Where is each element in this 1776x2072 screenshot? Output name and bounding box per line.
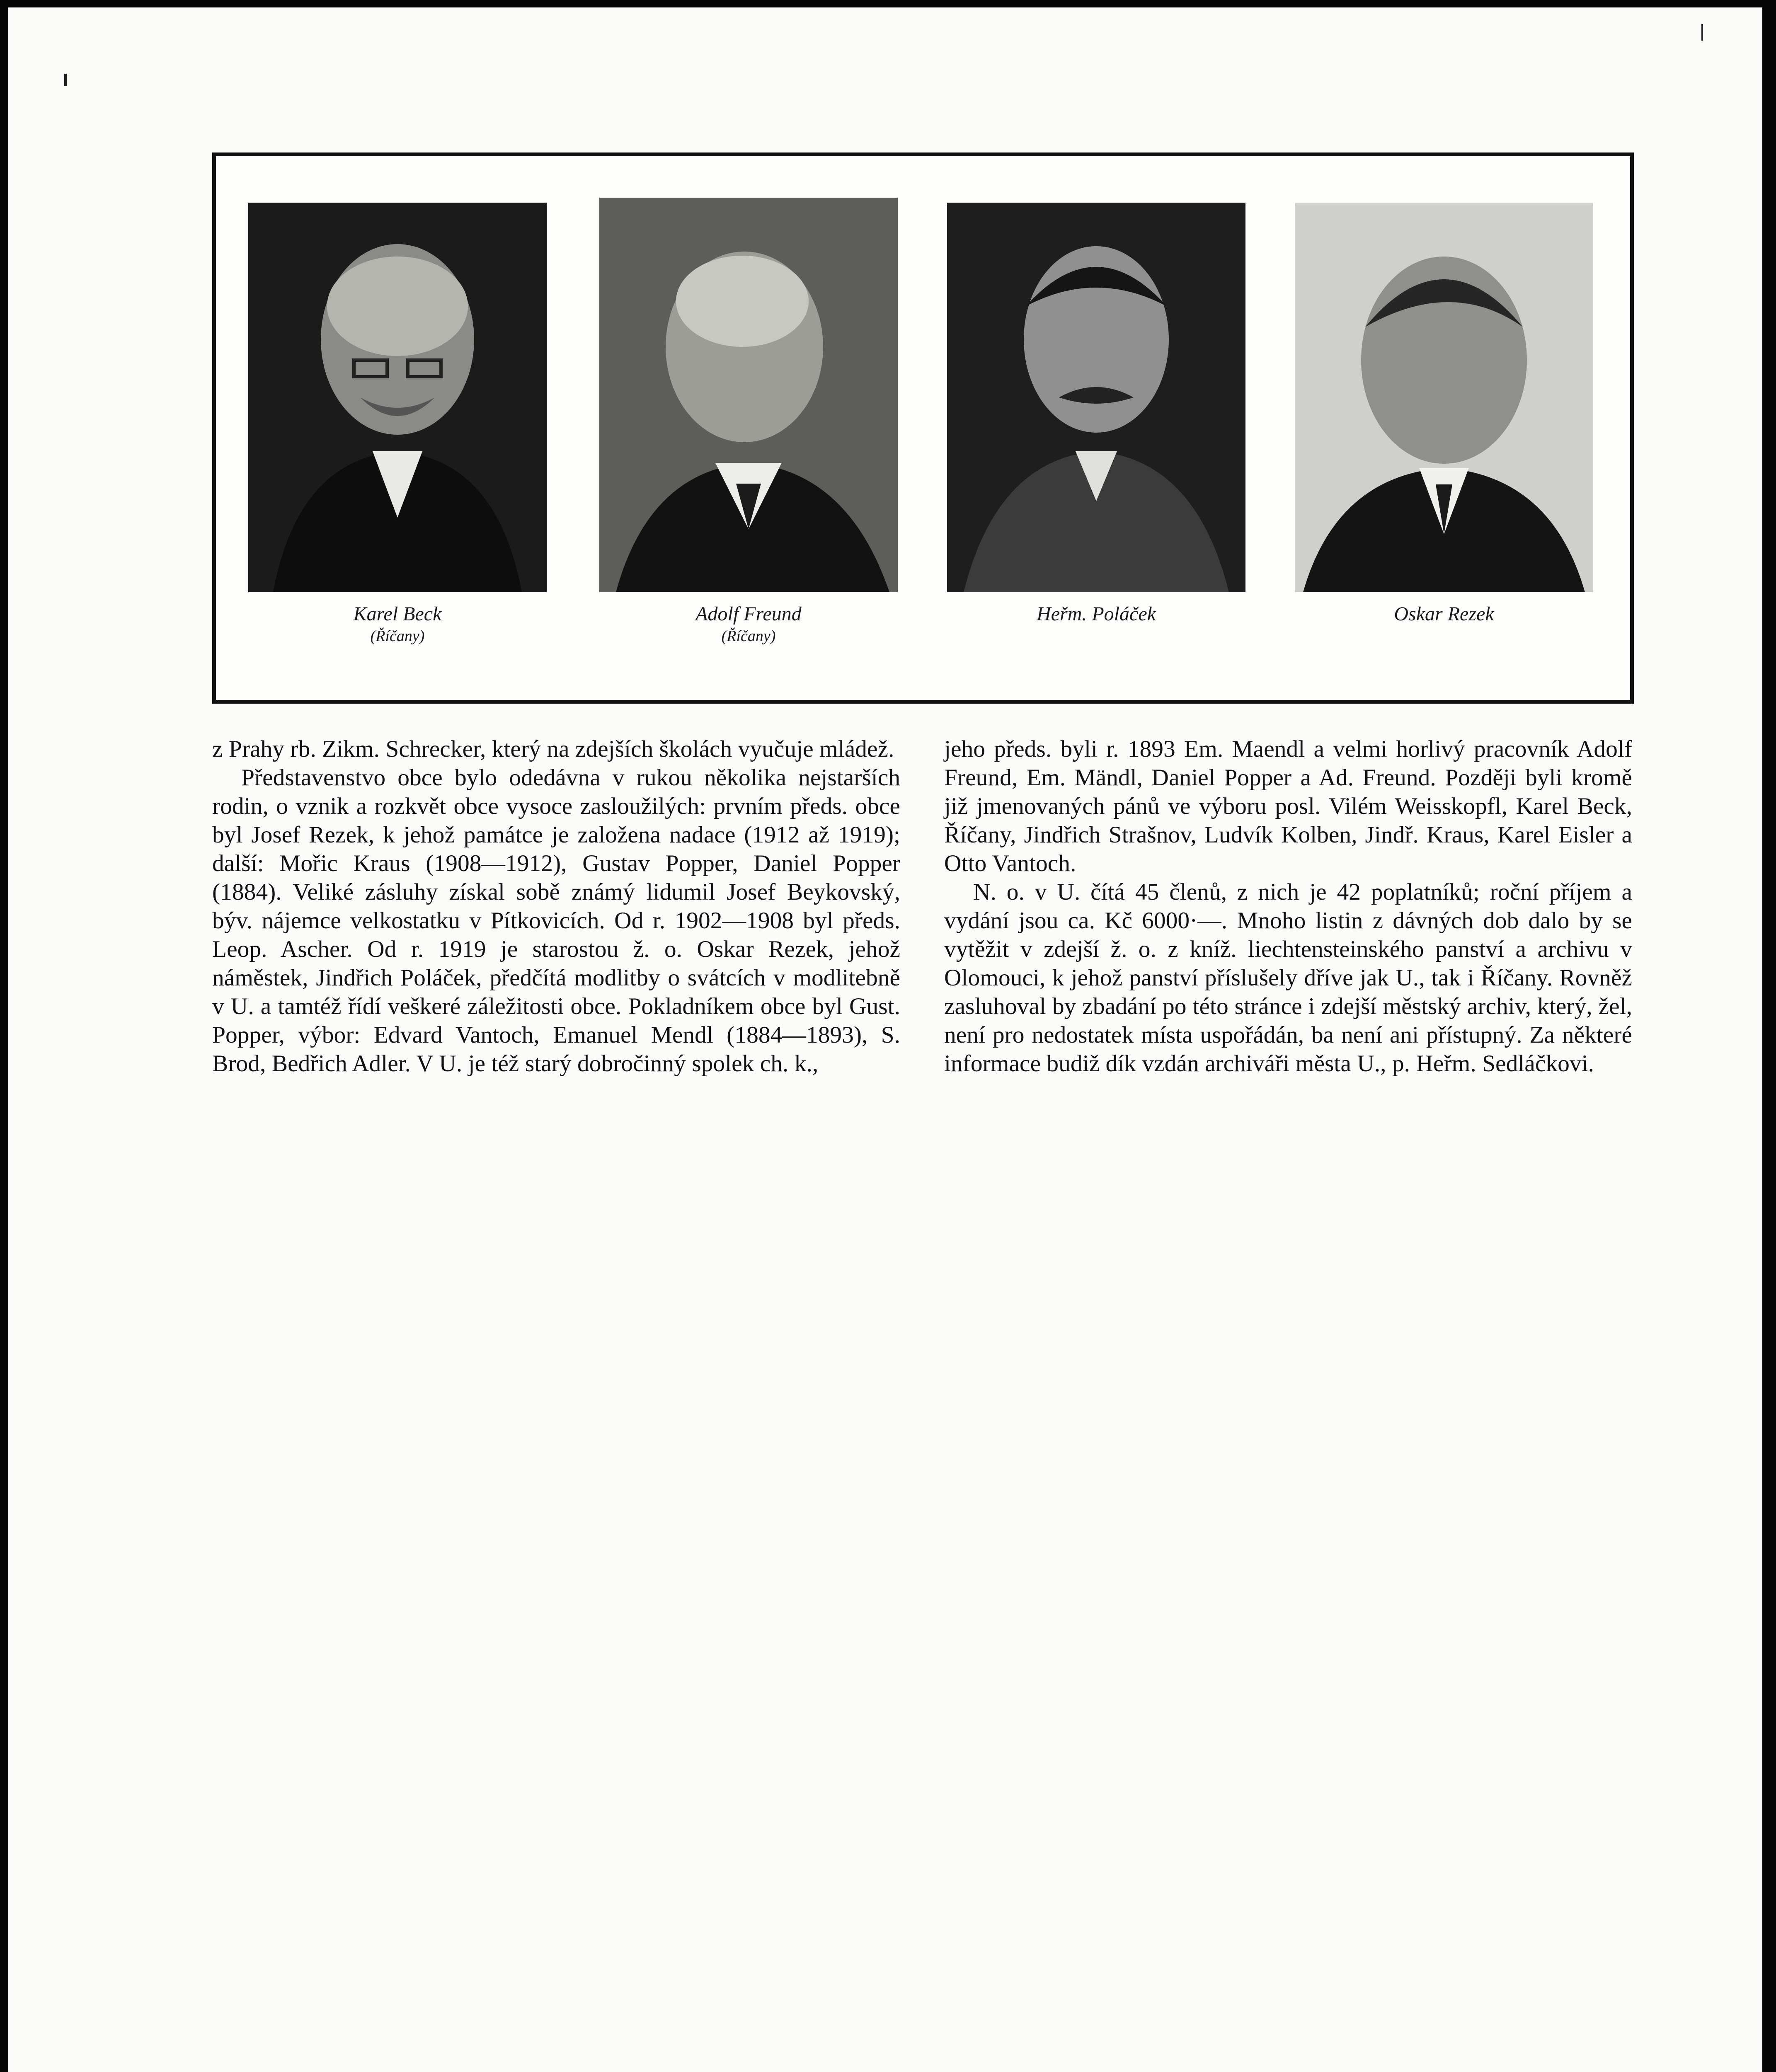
portrait-photo — [248, 203, 547, 592]
man-portrait-icon — [947, 203, 1245, 592]
paragraph: N. o. v U. čítá 45 členů, z nich je 42 poplatníků; roční příjem a vydání jsou ca. Kč 6000·—. Mnoho listin z dávných dob dalo by se vytěžit v zdejší ž. o. z kníž. liechtensteinského panství a archivu v Olomouci, k jehož panství příslušely dříve jak U., tak i Říčany. Rovněž zasluhoval by zbadání po této stránce i zdejší městský archiv, který, žel, není pro nedostatek místa uspořádán, ba není ani přístupný. Za některé informace budiž dík vzdán archiváři města U., p. Heřm. Sedláčkovi. — [944, 879, 1632, 1077]
portrait-herm-polacek — [947, 203, 1245, 626]
scan-speck — [64, 74, 67, 86]
portrait-place: (Říčany) — [721, 627, 776, 645]
scan-speck — [1701, 24, 1703, 41]
portrait-caption — [599, 602, 898, 646]
page — [8, 7, 1762, 2072]
portrait-oskar-rezek — [1295, 203, 1593, 626]
right-column — [944, 735, 1632, 1078]
portrait-adolf-freund — [599, 198, 898, 646]
paragraph: Představenstvo obce bylo odedávna v rukou několika nejstarších rodin, o vznik a rozkvět obce vysoce zasloužilých: prvním předs. obce byl Josef Rezek, k jehož památce je založena nadace (1912 až 1919); další: Mořic Kraus (1908—1912), Gustav Popper, Daniel Popper (1884). Veliké zásluhy získal sobě známý lidumil Josef Beykovský, býv. nájemce velkostatku v Pítkovicích. Od r. 1902—1908 byl předs. Leop. Ascher. Od r. 1919 je starostou ž. o. Oskar Rezek, jehož náměstek, Jindřich Poláček, předčítá modlitby o svátcích v modlitebně v U. a tamtéž řídí veškeré záležitosti obce. Pokladníkem obce byl Gust. Popper, výbor: Edvard Vantoch, Emanuel Mendl (1884—1893), S. Brod, Bedřich Adler. V U. je též starý dobročinný spolek ch. k., — [212, 765, 900, 1077]
paragraph: z Prahy rb. Zikm. Schrecker, který na zdejších školách vyučuje mládež. — [212, 736, 894, 762]
portrait-name: Karel Beck — [353, 603, 442, 625]
portrait-caption — [1295, 602, 1593, 626]
man-portrait-icon — [599, 198, 898, 592]
man-portrait-icon — [248, 203, 547, 592]
left-column — [212, 735, 900, 1078]
portrait-panel — [212, 152, 1634, 704]
portrait-photo — [599, 198, 898, 592]
portrait-caption — [248, 602, 547, 646]
portrait-karel-beck — [248, 203, 547, 646]
portrait-photo — [947, 203, 1245, 592]
paragraph: jeho předs. byli r. 1893 Em. Maendl a velmi horlivý pracovník Adolf Freund, Em. Mändl, Daniel Popper a Ad. Freund. Později byli kromě již jmenovaných pánů ve výboru posl. Vilém Weisskopfl, Karel Beck, Říčany, Jindřich Strašnov, Ludvík Kolben, Jindř. Kraus, Karel Eisler a Otto Vantoch. — [944, 736, 1632, 876]
portrait-place: (Říčany) — [370, 627, 425, 645]
portrait-name: Adolf Freund — [695, 603, 802, 625]
portrait-name: Heřm. Poláček — [1037, 603, 1156, 625]
portrait-name: Oskar Rezek — [1394, 603, 1494, 625]
portrait-photo — [1295, 203, 1593, 592]
man-portrait-icon — [1295, 203, 1593, 592]
portrait-caption — [947, 602, 1245, 626]
